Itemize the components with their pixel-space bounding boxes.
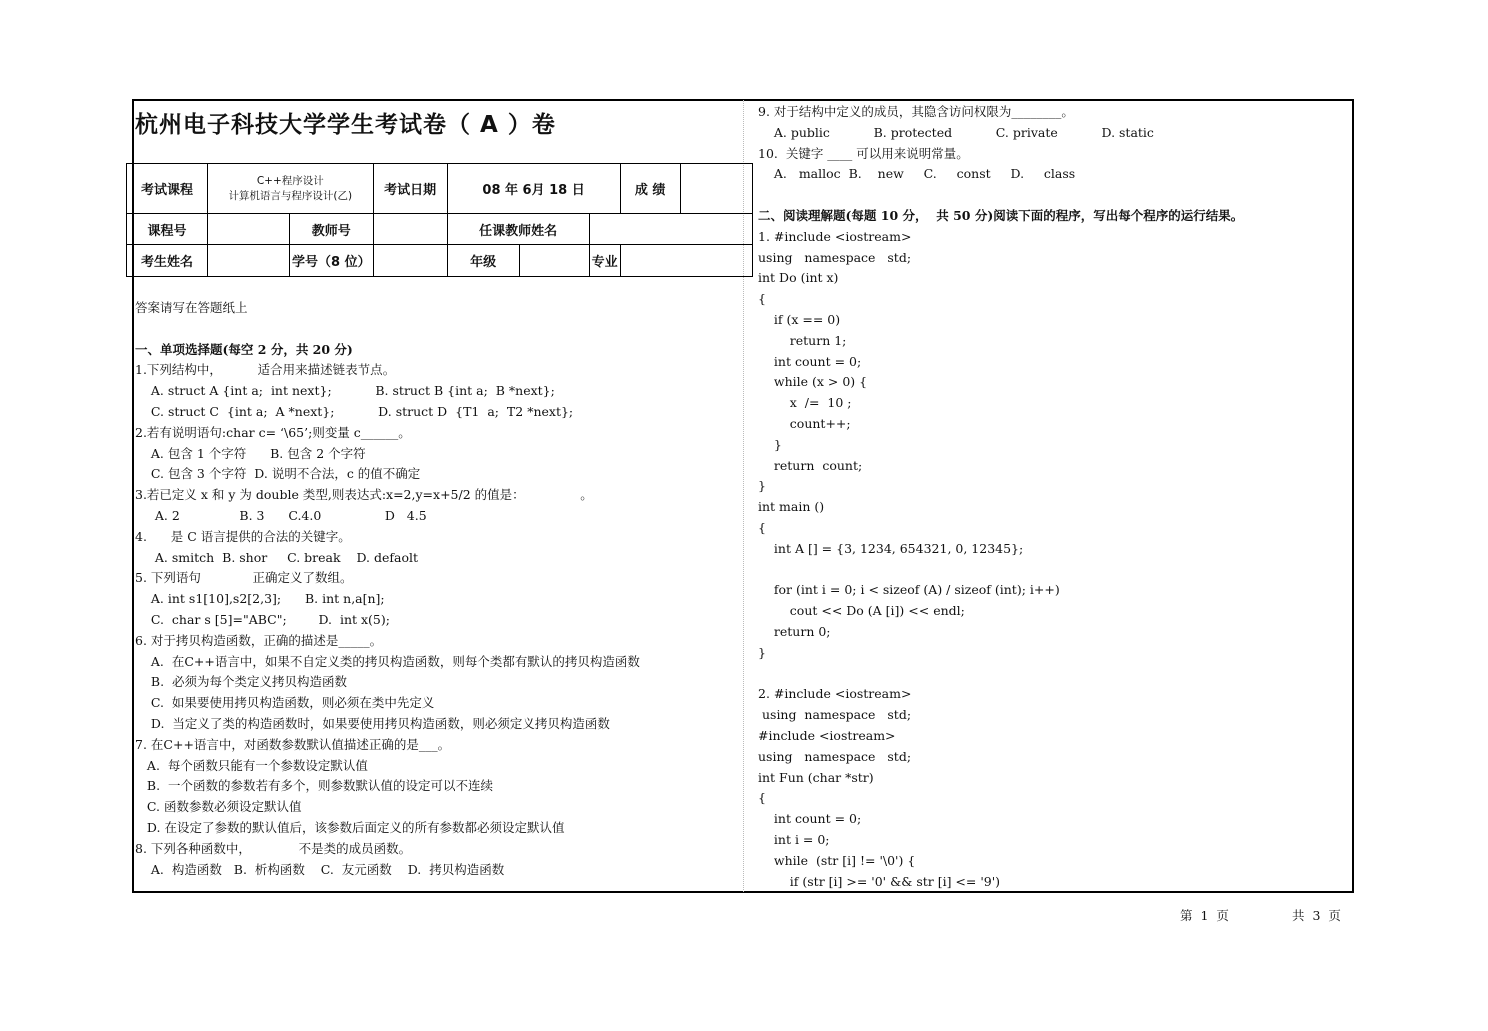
right_lines-line: return count; <box>758 457 863 473</box>
course-label: 考试课程 <box>127 164 208 214</box>
right_lines-line: { <box>758 291 766 307</box>
right_lines-line: int count = 0; <box>758 353 862 369</box>
right_lines-line: for (int i = 0; i < sizeof (A) / sizeof (int); i++) <box>758 582 1060 598</box>
left_lines-line: A. 构造函数 B. 析构函数 C. 友元函数 D. 拷贝构造函数 <box>135 861 505 877</box>
grade-label: 年级 <box>447 245 519 277</box>
right_lines-line: A. malloc B. new C. const D. class <box>758 166 1076 182</box>
left_lines-line: A. 每个函数只能有一个参数设定默认值 <box>135 757 368 773</box>
right_lines-line: int count = 0; <box>758 811 862 827</box>
right_lines-line: return 0; <box>758 624 831 639</box>
date-value: 08 年 6月 18 日 <box>447 164 620 214</box>
student-name-value[interactable] <box>208 245 290 277</box>
left_lines-line: A. struct A {int a; int next}; B. struct B {int a; B *next}; <box>135 383 555 399</box>
right_lines-line: cout << Do (A [i]) << endl; <box>758 603 965 619</box>
right_lines-line: return 1; <box>758 332 847 348</box>
left_lines-line: 7. 在C++语言中，对函数参数默认值描述正确的是___。 <box>135 736 451 752</box>
left_lines-line: 5. 下列语句 正确定义了数组。 <box>135 570 353 586</box>
exam-info-table <box>126 163 753 277</box>
right_lines-line: using namespace std; <box>758 748 912 764</box>
right_lines-line: int A [] = {3, 1234, 654321, 0, 12345}; <box>758 540 1024 556</box>
course-line-1: C++程序设计 <box>256 174 324 187</box>
student-name-label: 考生姓名 <box>127 245 208 277</box>
left_lines-line: C. 如果要使用拷贝构造函数，则必须在类中先定义 <box>135 695 435 711</box>
score-label: 成 绩 <box>620 164 680 214</box>
right_lines-line: using namespace std; <box>758 249 912 265</box>
left_lines-line: 一、单项选择题(每空 2 分，共 20 分) <box>135 341 353 357</box>
right_lines-line: } <box>758 644 766 660</box>
course-no-value[interactable] <box>208 214 290 245</box>
right_lines-line: 1. #include <iostream> <box>758 228 912 244</box>
teacher-no-value[interactable] <box>373 214 447 245</box>
major-label: 专业 <box>589 245 620 277</box>
left_lines-line: B. 一个函数的参数若有多个，则参数默认值的设定可以不连续 <box>135 778 494 794</box>
left_lines-line: C. 函数参数必须设定默认值 <box>135 799 302 815</box>
left_lines-line: A. 2 B. 3 C.4.0 D 4.5 <box>135 508 427 523</box>
right_lines-line: { <box>758 790 766 806</box>
right_lines-line: 9. 对于结构中定义的成员，其隐含访问权限为________。 <box>758 104 1074 119</box>
left_lines-line: 2.若有说明语句:char c= ‘\65’;则变量 c______。 <box>135 424 411 440</box>
exam-title: 杭州电子科技大学学生考试卷（ A ）卷 <box>135 112 556 138</box>
right_lines-line: x /= 10 ; <box>758 395 852 411</box>
page-total: 共 3 页 <box>1292 908 1341 923</box>
right_lines-line: if (str [i] >= '0' && str [i] <= '9') <box>758 873 1001 889</box>
left_lines-line: A. smitch B. shor C. break D. defaolt <box>135 549 419 565</box>
teacher-name-label: 任课教师姓名 <box>447 214 589 245</box>
right_lines-line: } <box>758 478 766 494</box>
course-line-2: 计算机语言与程序设计(乙) <box>228 189 353 202</box>
left_lines-line: 4. 是 C 语言提供的合法的关键字。 <box>135 528 351 544</box>
score-value[interactable] <box>680 164 752 214</box>
course-value <box>208 164 374 214</box>
right_lines-line: count++; <box>758 416 851 431</box>
teacher-name-value[interactable] <box>589 214 752 245</box>
left_lines-line: 6. 对于拷贝构造函数，正确的描述是_____。 <box>135 632 383 648</box>
left_lines-line: A. 包含 1 个字符 B. 包含 2 个字符 <box>135 445 366 461</box>
right_lines-line: 二、阅读理解题(每题 10 分， 共 50 分)阅读下面的程序，写出每个程序的运行结果。 <box>758 208 1244 223</box>
left_lines-line: A. int s1[10],s2[2,3]; B. int n,a[n]; <box>135 591 385 607</box>
page-number: 第 1 页 <box>1180 908 1229 923</box>
course-no-label: 课程号 <box>127 214 208 245</box>
left_lines-line: A. 在C++语言中，如果不自定义类的拷贝构造函数，则每个类都有默认的拷贝构造函数 <box>135 653 640 669</box>
teacher-no-label: 教师号 <box>290 214 374 245</box>
left_lines-line: 3.若已定义 x 和 y 为 double 类型,则表达式:x=2,y=x+5/2 的值是： 。 <box>135 487 593 503</box>
right_lines-line: } <box>758 436 782 452</box>
right_lines-line: if (x == 0) <box>758 312 841 327</box>
date-label: 考试日期 <box>373 164 447 214</box>
left_lines-line: 答案请写在答题纸上 <box>135 300 248 315</box>
right_lines-line: while (str [i] != '\0') { <box>758 852 916 868</box>
right_lines-line: #include <iostream> <box>758 728 896 743</box>
right_lines-line: int Do (int x) <box>758 270 839 286</box>
right_lines-line: A. public B. protected C. private D. static <box>758 124 1154 140</box>
right_lines-line: 10. 关键字 ____ 可以用来说明常量。 <box>758 145 969 161</box>
right_lines-line: { <box>758 520 766 535</box>
student-id-value[interactable] <box>373 245 447 277</box>
right_lines-line: int main () <box>758 499 825 515</box>
right_lines-line: using namespace std; <box>758 707 912 723</box>
left_lines-line: C. struct C {int a; A *next}; D. struct D {T1 a; T2 *next}; <box>135 404 574 419</box>
right_lines-line: int i = 0; <box>758 832 830 847</box>
right_lines-line: 2. #include <iostream> <box>758 686 912 702</box>
major-value[interactable] <box>620 245 752 277</box>
left_lines-line: C. 包含 3 个字符 D. 说明不合法，c 的值不确定 <box>135 466 421 482</box>
right_lines-line: while (x > 0) { <box>758 374 868 390</box>
left_lines-line: D. 在设定了参数的默认值后，该参数后面定义的所有参数都必须设定默认值 <box>135 820 565 835</box>
left_lines-line: 8. 下列各种函数中， 不是类的成员函数。 <box>135 840 412 856</box>
left_lines-line: D. 当定义了类的构造函数时，如果要使用拷贝构造函数，则必须定义拷贝构造函数 <box>135 716 610 731</box>
left_lines-line: C. char s [5]="ABC"; D. int x(5); <box>135 612 390 627</box>
left_lines-line: 1.下列结构中， 适合用来描述链表节点。 <box>135 362 396 378</box>
grade-value[interactable] <box>519 245 589 277</box>
right_lines-line: int Fun (char *str) <box>758 769 874 785</box>
student-id-label: 学号（8 位） <box>290 245 374 277</box>
left_lines-line: B. 必须为每个类定义拷贝构造函数 <box>135 674 348 690</box>
